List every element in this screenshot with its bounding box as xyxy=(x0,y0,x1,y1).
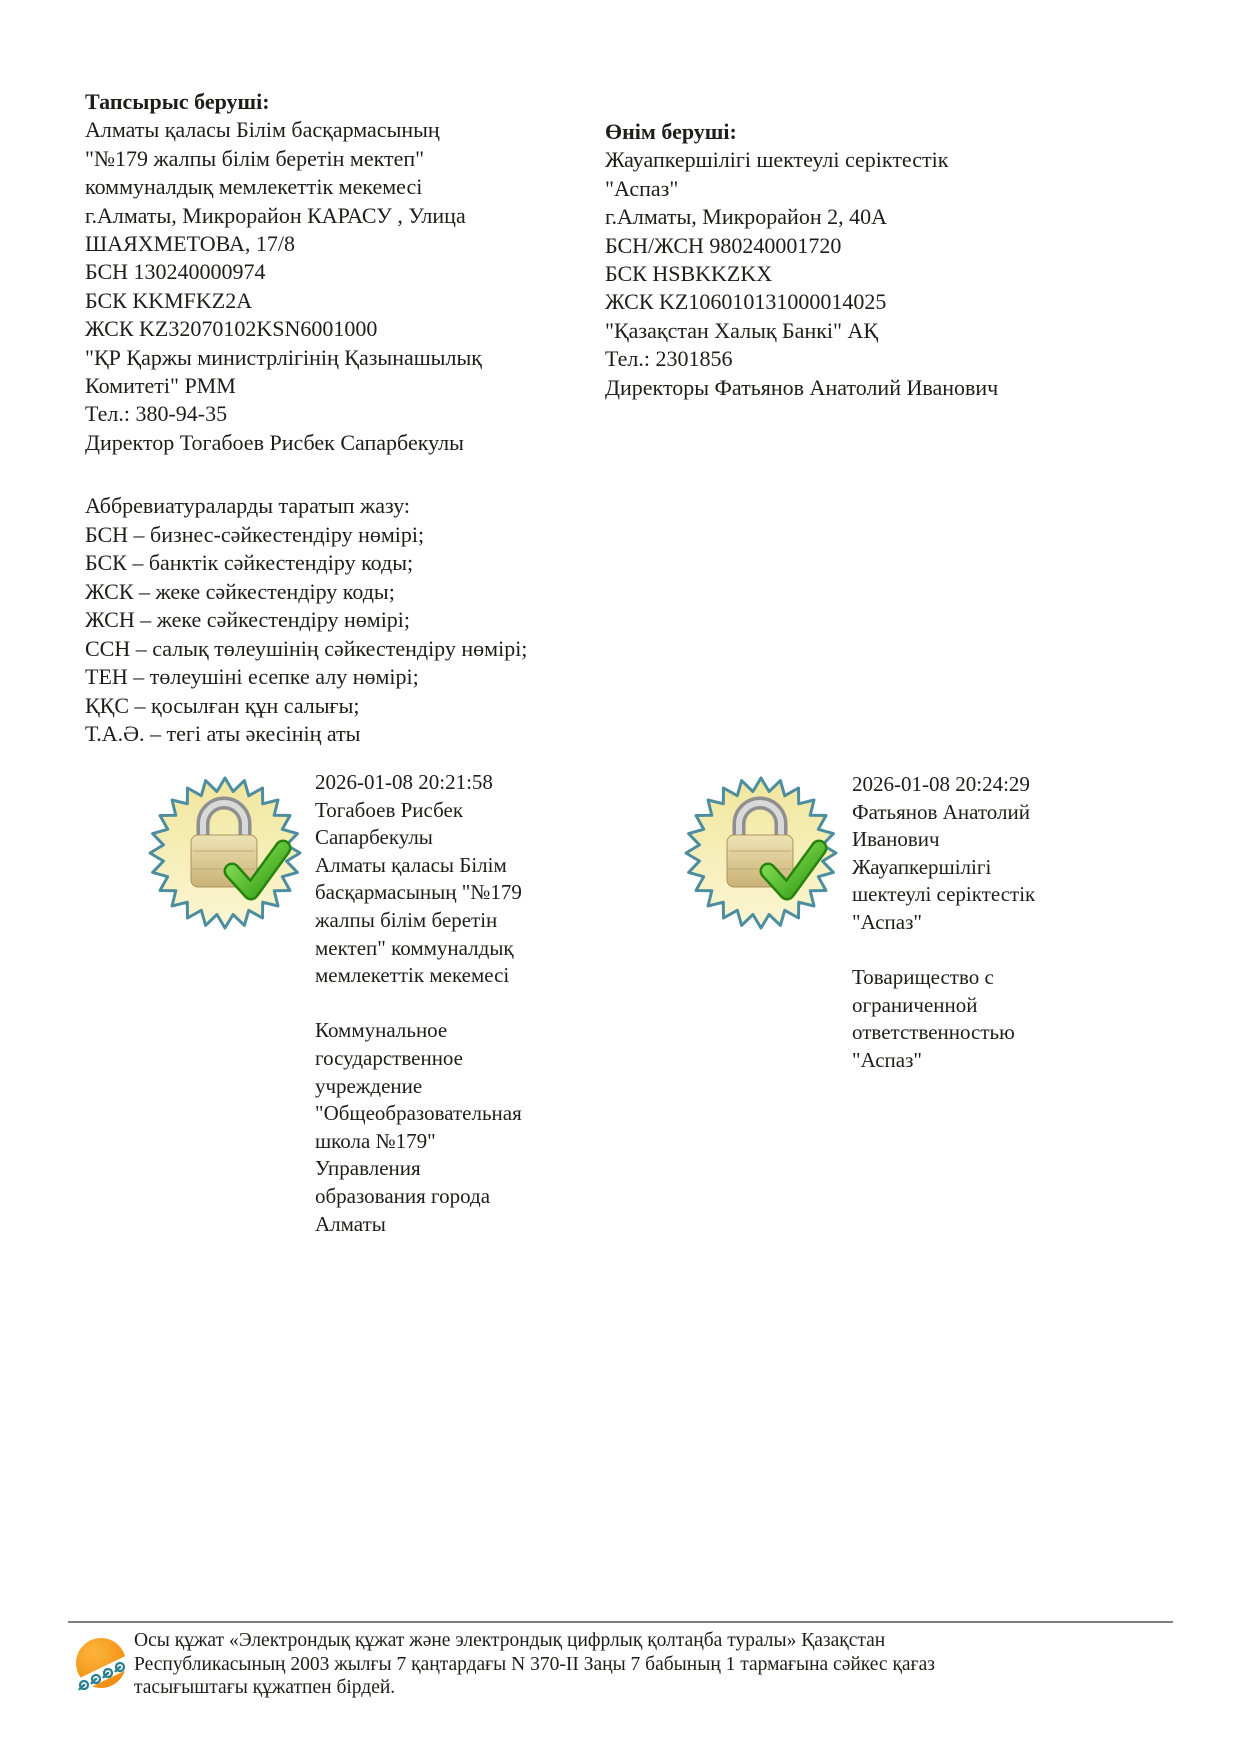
text-line: Управления xyxy=(315,1156,421,1181)
text-line: БСК KKMFKZ2A xyxy=(85,287,253,313)
text-line: Алматы xyxy=(315,1211,386,1236)
text-line: БСК HSBKKZKX xyxy=(605,261,773,287)
text-line: ЖСН – жеке сәйкестендіру нөмірі; xyxy=(85,607,411,632)
text-line: Осы құжат «Электрондық құжат және электрондық цифрлық қолтаңба туралы» Қазақстан xyxy=(134,1630,886,1651)
supplier-heading: Өнім беруші: xyxy=(605,119,737,144)
text-line: мектеп" коммуналдық xyxy=(315,935,514,960)
text-line xyxy=(315,990,522,1018)
text-line: Жауапкершілігі шектеулі серіктестік xyxy=(605,147,949,173)
abbreviations-block xyxy=(85,492,527,749)
footer-legal-text xyxy=(134,1629,1174,1700)
text-line: БСН/ЖСН 980240001720 xyxy=(605,232,842,258)
text-line: Директор Тогабоев Рисбек Сапарбекулы xyxy=(85,429,464,455)
text-line: басқармасының "№179 xyxy=(315,880,522,905)
text-line: ограниченной xyxy=(852,992,978,1017)
supplier-block xyxy=(605,118,998,402)
text-line: Комитеті" РММ xyxy=(85,373,236,399)
kazakh-ornament-sun-logo-icon xyxy=(72,1636,130,1696)
customer-details xyxy=(85,116,482,457)
text-line: Сапарбекулы xyxy=(315,825,433,850)
text-line: Товарищество с xyxy=(852,965,994,990)
text-line: БСН – бизнес-сәйкестендіру нөмірі; xyxy=(85,521,425,547)
signature-timestamp: 2026-01-08 20:21:58 xyxy=(315,770,493,794)
text-line: государственное xyxy=(315,1045,464,1070)
text-line: образования города xyxy=(315,1183,491,1208)
text-line: "Аспаз" xyxy=(852,909,922,934)
text-line: Т.А.Ә. – тегі аты әкесінің аты xyxy=(85,721,361,746)
text-line: Алматы қаласы Білім басқармасының xyxy=(85,117,440,143)
text-line: г.Алматы, Микрорайон КАРАСУ , Улица xyxy=(85,202,466,228)
text-line: ТЕН – төлеушіні есепке алу нөмірі; xyxy=(85,664,419,689)
text-line: Иванович xyxy=(852,827,940,852)
text-line: ЖСК KZ32070102KSN6001000 xyxy=(85,316,378,342)
signature-timestamp: 2026-01-08 20:24:29 xyxy=(852,772,1030,796)
text-line xyxy=(852,937,1035,965)
text-line: ответственностью xyxy=(852,1020,1015,1045)
text-line: ЖСК KZ106010131000014025 xyxy=(605,289,887,315)
lock-check-seal-icon xyxy=(683,775,839,931)
signature-details xyxy=(852,799,1035,1075)
text-line: шектеулі серіктестік xyxy=(852,882,1036,907)
footer-divider xyxy=(68,1621,1173,1623)
text-line: "Аспаз" xyxy=(605,175,679,201)
text-line: школа №179" xyxy=(315,1128,436,1153)
customer-block xyxy=(85,88,482,457)
text-line: учреждение xyxy=(315,1073,423,1098)
abbreviations-title: Аббревиатураларды таратып жазу: xyxy=(85,493,411,518)
signature-details xyxy=(315,797,522,1239)
lock-check-seal-icon xyxy=(147,775,303,931)
text-line: жалпы білім беретін xyxy=(315,907,498,932)
text-line: Республикасының 2003 жылғы 7 қаңтардағы N 370-II Заңы 7 бабының 1 тармағына сәйкес қағаз xyxy=(134,1653,935,1675)
text-line: тасығыштағы құжатпен бірдей. xyxy=(134,1677,396,1698)
text-line: Коммунальное xyxy=(315,1018,448,1043)
text-line: ЖСК – жеке сәйкестендіру коды; xyxy=(85,578,395,604)
text-line: ССН – салық төлеушінің сәйкестендіру нөмірі; xyxy=(85,635,528,661)
text-line: "Аспаз" xyxy=(852,1047,922,1072)
text-line: мемлекеттік мекемесі xyxy=(315,963,510,988)
supplier-details xyxy=(605,146,998,402)
text-line: Фатьянов Анатолий xyxy=(852,799,1030,824)
text-line: ШАЯХМЕТОВА, 17/8 xyxy=(85,231,295,257)
text-line: "№179 жалпы білім беретін мектеп" xyxy=(85,145,425,171)
text-line: ҚҚС – қосылған құн салығы; xyxy=(85,692,360,718)
text-line: Тел.: 2301856 xyxy=(605,346,733,372)
text-line: Тел.: 380-94-35 xyxy=(85,401,228,427)
signature-block-supplier xyxy=(852,771,1035,1075)
customer-heading: Тапсырыс беруші: xyxy=(85,89,270,114)
text-line: Жауапкершілігі xyxy=(852,854,992,879)
text-line: БСН 130240000974 xyxy=(85,259,266,285)
text-line: г.Алматы, Микрорайон 2, 40А xyxy=(605,204,887,230)
abbreviations-list xyxy=(85,521,527,749)
text-line: Директоры Фатьянов Анатолий Иванович xyxy=(605,374,999,400)
text-line: Алматы қаласы Білім xyxy=(315,852,507,877)
text-line: "ҚР Қаржы министрлігінің Қазынашылық xyxy=(85,344,482,370)
text-line: коммуналдық мемлекеттік мекемесі xyxy=(85,174,423,200)
text-line: "Общеобразовательная xyxy=(315,1101,522,1126)
signature-block-customer xyxy=(315,769,522,1238)
text-line: Тогабоев Рисбек xyxy=(315,797,464,822)
text-line: "Қазақстан Халық Банкі" АҚ xyxy=(605,317,879,343)
text-line: БСК – банктік сәйкестендіру коды; xyxy=(85,550,414,575)
